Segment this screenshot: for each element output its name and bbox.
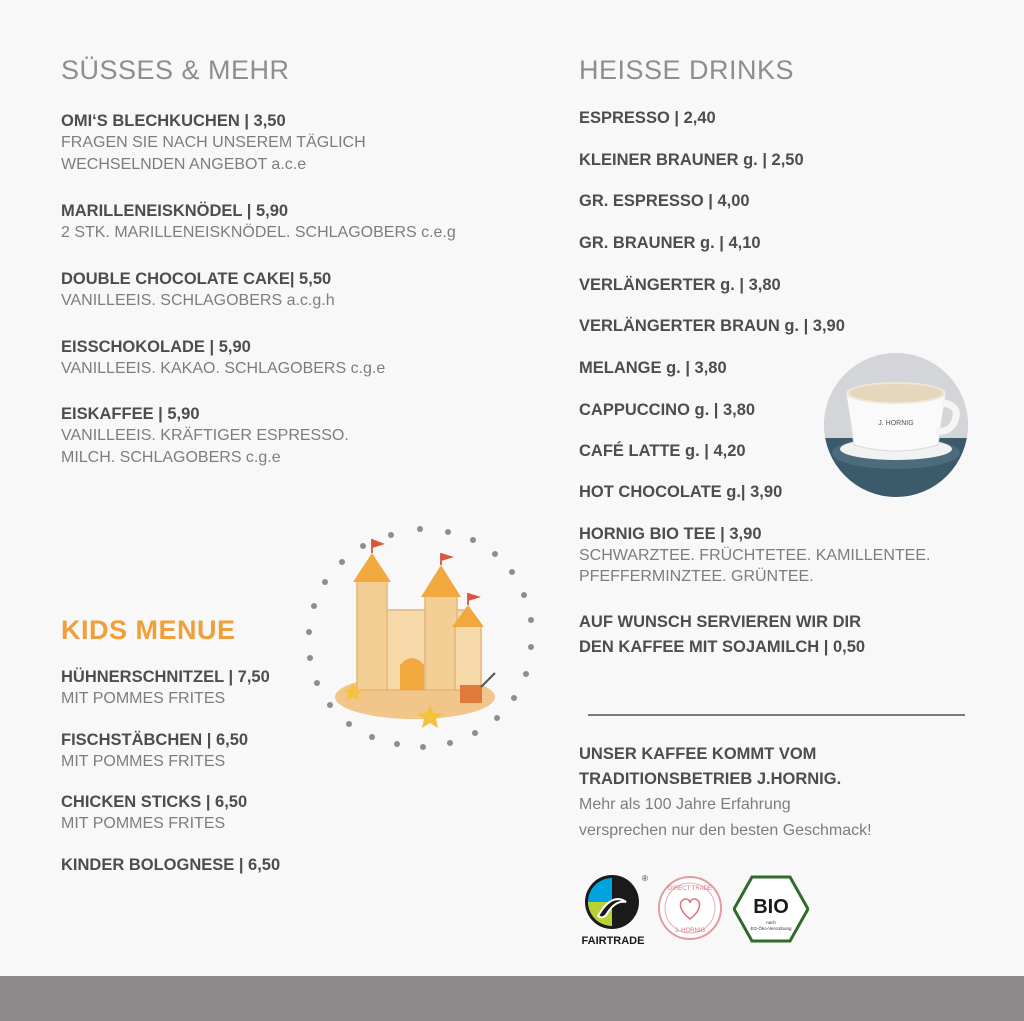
drink-item: ESPRESSO | 2,40 (579, 109, 716, 127)
drink-item: VERLÄNGERTER g. | 3,80 (579, 276, 781, 294)
section-heading-suesses: SÜSSES & MEHR (61, 55, 290, 85)
menu-item-desc: 2 STK. MARILLENEISKNÖDEL. SCHLAGOBERS c.e.g (61, 224, 456, 241)
menu-item-title: KINDER BOLOGNESE | 6,50 (61, 856, 281, 874)
menu-item-desc: FRAGEN SIE NACH UNSEREM TÄGLICH (61, 134, 366, 151)
bio-small-text: nach (766, 920, 776, 925)
fairtrade-text: FAIRTRADE (581, 935, 645, 947)
menu-item-desc: MIT POMMES FRITES (61, 753, 226, 770)
bio-small-text: EG-Öko-Verordnung (750, 926, 792, 931)
menu-item-title: FISCHSTÄBCHEN | 6,50 (61, 731, 249, 749)
menu-item (61, 854, 280, 876)
coffee-cup-photo (824, 353, 968, 497)
menu-item-title: CHICKEN STICKS | 6,50 (61, 793, 248, 811)
soy-milk-line: AUF WUNSCH SERVIEREN WIR DIR (579, 613, 862, 631)
menu-item-title: DOUBLE CHOCOLATE CAKE| 5,50 (61, 270, 332, 288)
bio-text: BIO (753, 896, 789, 918)
drink-item: VERLÄNGERTER BRAUN g. | 3,90 (579, 317, 845, 335)
coffee-note-text: Mehr als 100 Jahre Erfahrung (579, 796, 791, 813)
bio-logo (733, 875, 809, 943)
direct-trade-brand: J. HORNIG (674, 928, 706, 934)
menu-item-desc: WECHSELNDEN ANGEBOT a.c.e (61, 156, 307, 173)
menu-item-desc: VANILLEEIS. KAKAO. SCHLAGOBERS c.g.e (61, 360, 386, 377)
coffee-note-text: versprechen nur den besten Geschmack! (579, 822, 872, 839)
menu-item (61, 110, 366, 176)
sandcastle-illustration (305, 525, 535, 755)
drink-item: CAFÉ LATTE g. | 4,20 (579, 442, 746, 460)
menu-item-title: MARILLENEISKNÖDEL | 5,90 (61, 202, 289, 220)
menu-item (61, 268, 335, 312)
menu-item (61, 666, 270, 710)
footer-bar (0, 976, 1024, 1021)
registered-mark: ® (642, 874, 648, 883)
section-heading-kids: KIDS MENUE (61, 615, 236, 645)
menu-item-title: HÜHNERSCHNITZEL | 7,50 (61, 668, 270, 686)
coffee-note (579, 742, 872, 844)
direct-trade-logo (657, 875, 723, 941)
drink-item: MELANGE g. | 3,80 (579, 359, 727, 377)
menu-item (61, 200, 456, 244)
coffee-note-bold: TRADITIONSBETRIEB J.HORNIG. (579, 770, 842, 788)
soy-milk-note (579, 610, 865, 660)
menu-item-desc: VANILLEEIS. KRÄFTIGER ESPRESSO. (61, 427, 349, 444)
direct-trade-text: DIRECT TRADE (667, 886, 713, 892)
soy-milk-line: DEN KAFFEE MIT SOJAMILCH | 0,50 (579, 638, 866, 656)
cup-brand-text: J. HORNIG (878, 420, 914, 427)
section-heading-heisse-drinks: HEISSE DRINKS (579, 55, 795, 85)
drink-item: GR. BRAUNER g. | 4,10 (579, 234, 761, 252)
drink-item: CAPPUCCINO g. | 3,80 (579, 401, 756, 419)
menu-item (61, 729, 248, 773)
drink-item-desc: PFEFFERMINZTEE. GRÜNTEE. (579, 568, 814, 585)
menu-item-title: EISSCHOKOLADE | 5,90 (61, 338, 251, 356)
menu-item-desc: MIT POMMES FRITES (61, 690, 226, 707)
drink-item: GR. ESPRESSO | 4,00 (579, 192, 750, 210)
drink-item: KLEINER BRAUNER g. | 2,50 (579, 151, 804, 169)
menu-item-title: OMI‘S BLECHKUCHEN | 3,50 (61, 112, 286, 130)
menu-item-desc: MIT POMMES FRITES (61, 815, 226, 832)
coffee-note-bold: UNSER KAFFEE KOMMT VOM (579, 745, 817, 763)
menu-item-desc: VANILLEEIS. SCHLAGOBERS a.c.g.h (61, 292, 335, 309)
drink-item-title: HORNIG BIO TEE | 3,90 (579, 525, 762, 543)
drink-item-tea (579, 523, 930, 587)
menu-item (61, 791, 247, 835)
drink-item: HOT CHOCOLATE g.| 3,90 (579, 483, 783, 501)
divider (588, 714, 965, 716)
drink-item-desc: SCHWARZTEE. FRÜCHTETEE. KAMILLENTEE. (579, 547, 931, 564)
menu-item-title: EISKAFFEE | 5,90 (61, 405, 200, 423)
menu-item-desc: MILCH. SCHLAGOBERS c.g.e (61, 449, 281, 466)
menu-item (61, 403, 349, 469)
fairtrade-logo (578, 872, 652, 952)
menu-item (61, 336, 385, 380)
